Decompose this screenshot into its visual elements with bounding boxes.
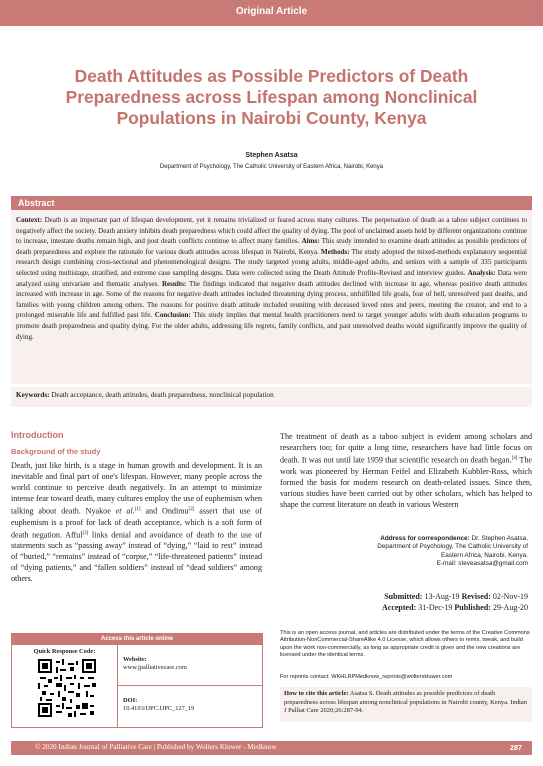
submitted-label: Submitted: [384,592,423,601]
revised-date: 02-Nov-19 [492,592,528,601]
methods-text: The study adopted the mixed-methods explanatory sequential research design combining cross-sectional and phenomenological designs. The study targeted young adults, middle-aged adults, and seniors with a sample of 335 participants selected using multistage, stratified, and extreme case sampling designs. Data were collected using the Death Attitude Profile-Revised and interview guides. [16,247,528,277]
analysis-label: Analysis: [467,268,496,277]
citation-box [280,687,532,722]
citation-label: How to cite this article: [284,690,349,697]
aims-text: This study intended to examine death attitudes as possible predictors of death preparedness and explore the rationale for various death attitudes across lifespan in Nairobi, Kenya. [16,237,528,256]
reprints-contact[interactable]: For reprints contact: WKHLRPMedknow_reprints@wolterskluwer.com [280,674,453,680]
results-text: The findings indicated that negative death attitudes declined with increase in age, whereas positive death attitudes increased with increase in age. Some of the reasons for negative death attitudes included threatening dying process, unfulfilled life goals, fear of hell, unresolved past deaths, and families with young children among others. The reasons for positive death attitude included reuniting with deceased loved ones and peers, meeting the creator, and end to a prolonged miserable life and fulfilled past life. [16,279,528,320]
context-text: Death is an important part of lifespan development, yet it remains trivialized or feared across many cultures. The perpetuation of death as a taboo subject continues to negatively affect the society. Death anxiety inhibits death preparedness which could affect the quality of dying. The pool of unclaimed assets held by different organizations continue to increase, intestate deaths remain high, and post death conflicts continue to affect many families. [16,216,528,246]
footer-text: © 2020 Indian Journal of Palliative Care | Published by Wolters Kluwer - Medknow [35,743,277,751]
accepted-label: Accepted: [381,603,417,612]
intro-paragraph-1 [11,460,262,584]
article-type-banner [0,0,543,26]
subsection-heading: Background of the study [11,447,101,456]
page-footer [11,741,532,755]
citation-ref[interactable]: [2] [188,507,195,512]
page-number: 287 [510,743,522,752]
website-label: Website: [123,656,147,663]
citation-ref[interactable]: [3] [82,530,89,536]
article-type-label: Original Article [235,6,308,17]
keywords [11,387,532,407]
etal-text: et al. [115,506,135,516]
revised-label: Revised: [461,592,491,601]
section-heading-introduction: Introduction [11,430,64,440]
qr-label: Quick Response Code: [33,648,96,655]
website-link[interactable]: www.jpalliativecare.com [123,664,187,671]
correspondence-block [370,535,528,569]
published-date: 29-Aug-20 [492,603,528,612]
intro-text: links denial and avoidance of death to the use of statements such as “passing away” instead of “dying,” “laid to rest” instead of “buried,” “remains” instead of “corpse,” “life-threatened patients” instead of “dying patients,” and “fallen soldiers” instead of “dead soldiers” among others. [11,530,263,584]
qr-code-icon[interactable] [38,659,96,717]
citation-ref[interactable]: [1] [134,507,141,512]
article-title: Death Attitudes as Possible Predictors of Death Preparedness across Lifespan among Nonclinical Populations in Nairobi County, Kenya [65,66,478,128]
correspondence-label: Address for correspondence: [380,535,470,542]
methods-label: Methods: [321,247,350,256]
author-affiliation: Department of Psychology, The Catholic University of Eastern Africa, Nairobi, Kenya [159,164,384,170]
keywords-text: Death acceptance, death attitudes, death preparedness, nonclinical population [51,391,274,399]
doi-block [123,697,194,713]
context-label: Context: [16,216,43,224]
correspondence-email[interactable]: E-mail: steveasatsa@gmail.com [436,560,528,568]
keywords-label: Keywords: [16,391,50,399]
conclusion-text: This study implies that mental health practitioners need to target younger adults with death education programs to promote death preparedness and quality dying. For the older adults, addressing life regrets, family conflicts, and past unresolved deaths would significantly improve the quality of dying. [16,311,527,341]
intro-text: The work was pioneered by Herman Feifel and Elizabeth Kubbler-Ross, which formed the basis for modern research on death-related issues. Since then, various studies have been carried out by other scholars, which has helped to shape the current literature on death in various Western [280,455,532,509]
citation-ref[interactable]: [4] [511,456,518,461]
correspondence-line: Eastern Africa, Nairobi, Kenya. [440,551,528,559]
analysis-text: Data were analyzed using univariate and thematic analyses. [16,268,528,288]
correspondence-name: Dr. Stephen Asatsa, [471,535,528,542]
published-label: Published: [454,603,491,612]
author-name: Stephen Asatsa [245,152,298,159]
doi-link[interactable]: 10.4103/IJPC.IJPC_127_19 [123,705,195,712]
open-access-notice: This is an open access journal, and articles are distributed under the terms of the Creative Commons Attribution-NonCommercial-ShareAlike 4.0 License, which allows others to remix, tweak, and build upon the work non-commercially, as long as appropriate credit is given and the new creations are licensed under the identical terms. [280,630,530,659]
intro-text: The treatment of death as a taboo subject is evident among scholars and researchers too; for quite a long time, researchers have had little focus on death. It was not until late 1959 that scientific research on death began. [280,432,532,465]
citation-text: Asatsa S. Death attitudes as possible predictors of death preparedness across lifespan among nonclinical populations in Nairobi county, Kenya. Indian J Palliat Care 2020;26:287-94. [284,690,527,714]
abstract-body [11,210,532,384]
article-dates [330,591,528,613]
correspondence-line: Department of Psychology, The Catholic University of [377,543,528,551]
website-block [123,656,187,672]
accepted-date: 31-Dec-19 [418,603,453,612]
aims-label: Aims: [301,237,320,246]
divider [117,685,263,686]
intro-text: and Ondimu [140,506,189,516]
qr-panel [12,645,118,727]
access-online-box [11,633,263,728]
intro-text: Death, just like birth, is a stage in human growth and development. It is an inevitable and final part of one's lifespan. However, many people across the world continue to perceive death negatively. In an attempt to minimize intense fear toward death, many cultures employ the use of euphemism when talking about death. Nyakoe [11,461,262,516]
abstract-header [11,196,532,210]
abstract-heading: Abstract [18,198,55,208]
submitted-date: 13-Aug-19 [424,592,460,601]
access-heading: Access this article online [12,634,262,645]
intro-text: assert that use of euphemism is a proof for lack of death acceptance, which is a soft form of death negation. Afful [11,506,262,540]
conclusion-label: Conclusion: [154,311,191,320]
results-label: Results: [161,279,187,288]
intro-paragraph-2 [280,431,532,510]
doi-label: DOI: [123,697,138,704]
